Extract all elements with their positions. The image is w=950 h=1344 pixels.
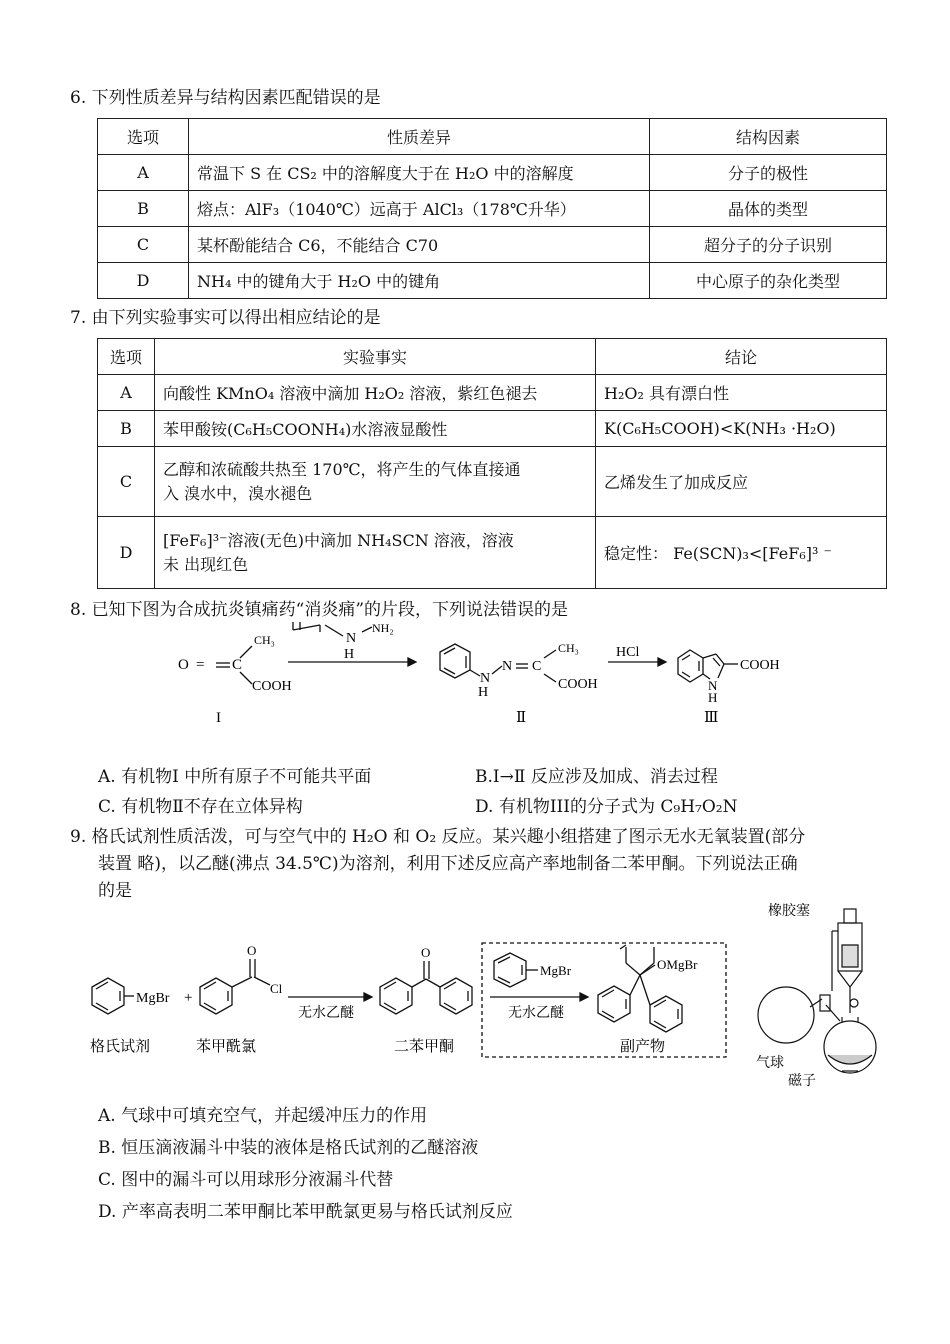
q8-label-compound-iii: Ⅲ (704, 710, 719, 726)
q7-row-c-conclusion: 乙烯发生了加成反应 (596, 447, 887, 517)
q7-row-b-option: B (98, 411, 155, 447)
q9-label-benzophenone: 二苯甲酮 (394, 1039, 455, 1055)
table-row (98, 375, 887, 411)
table-row (98, 447, 887, 517)
q6-row-d-option: D (98, 263, 189, 299)
q9-option-b: B. 恒压滴液漏斗中装的液体是格氏试剂的乙醚溶液 (98, 1138, 479, 1158)
q9-label-grignard: 格氏试剂 (90, 1039, 151, 1055)
q6-header-option: 选项 (98, 119, 189, 155)
q9-apparatus-stirrer-label: 磁子 (788, 1074, 816, 1089)
q6-header-factor: 结构因素 (650, 119, 887, 155)
q8-option-c: C. 有机物Ⅱ不存在立体异构 (98, 797, 303, 817)
q8-compound-ii-methyl: CH₃ (558, 641, 579, 655)
q7-row-a-option: A (98, 375, 155, 411)
q8-compound-ii-n2: N (502, 659, 513, 674)
q8-compound-ii-carboxyl: COOH (558, 677, 598, 692)
table-row (98, 191, 887, 227)
q8-label-compound-i: I (216, 710, 221, 726)
q7-row-c-fact-line2: 入 溴水中，溴水褪色 (163, 483, 313, 503)
table-row (98, 517, 887, 589)
q8-compound-i-carboxyl: COOH (252, 679, 292, 694)
q9-box-mgbr: MgBr (540, 963, 572, 978)
q8-compound-iii-carboxyl: COOH (740, 658, 780, 673)
q7-row-a-fact: 向酸性 KMnO₄ 溶液中滴加 H₂O₂ 溶液，紫红色褪去 (155, 375, 596, 411)
table-row (98, 263, 887, 299)
q7-table (97, 338, 887, 589)
q9-stem-line2: 装置 略)，以乙醚(沸点 34.5℃)为溶剂，利用下述反应高产率地制备二苯甲酮。下列说法正确 (98, 854, 798, 874)
q6-row-a-option: A (98, 155, 189, 191)
q8-compound-i-carbon: C (232, 657, 243, 673)
q8-label-compound-ii: Ⅱ (516, 710, 527, 726)
q6-row-c-factor: 超分子的分子识别 (650, 227, 887, 263)
q6-row-a-factor: 分子的极性 (650, 155, 887, 191)
q7-row-c-option: C (98, 447, 155, 517)
q9-grignard-mgbr: MgBr (136, 991, 170, 1006)
q6-row-c-option: C (98, 227, 189, 263)
q8-compound-iii-n: N (708, 678, 718, 693)
q8-compound-ii-h: H (478, 685, 489, 700)
q6-row-b-option: B (98, 191, 189, 227)
q6-table (97, 118, 887, 299)
q6-row-d-property: NH₄ 中的键角大于 H₂O 中的键角 (189, 263, 650, 299)
q9-apparatus-stopper-label: 橡胶塞 (768, 904, 810, 919)
table-row (98, 411, 887, 447)
q8-stem: 8. 已知下图为合成抗炎镇痛药“消炎痛”的片段，下列说法错误的是 (70, 600, 569, 620)
q9-condition-2: 无水乙醚 (508, 1006, 564, 1021)
q8-compound-ii-carbon: C (532, 659, 542, 674)
q9-benzoyl-oxygen: O (247, 943, 257, 958)
q8-reagent-hcl: HCl (616, 645, 640, 660)
q6-row-d-factor: 中心原子的杂化类型 (650, 263, 887, 299)
q8-option-d: D. 有机物III的分子式为 C₉H₇O₂N (475, 797, 738, 817)
q9-stem-line1: 9. 格氏试剂性质活泼，可与空气中的 H₂O 和 O₂ 反应。某兴趣小组搭建了图示无水无氧装置(部分 (70, 827, 806, 847)
q9-label-benzoyl: 苯甲酰氯 (196, 1039, 257, 1055)
q8-hydrazine-nh2: NH₂ (372, 622, 394, 635)
q7-header-fact: 实验事实 (155, 339, 596, 375)
q7-row-d-fact-line1: [FeF₆]³⁻溶液(无色)中滴加 NH₄SCN 溶液，溶液 (163, 530, 514, 550)
q7-row-b-conclusion: K(C₆H₅COOH)<K(NH₃ ·H₂O) (596, 411, 887, 447)
q7-row-d-option: D (98, 517, 155, 589)
q9-option-a: A. 气球中可填充空气，并起缓冲压力的作用 (98, 1106, 428, 1126)
q8-compound-iii-h: H (708, 690, 718, 705)
q9-option-c: C. 图中的漏斗可以用球形分液漏斗代替 (98, 1170, 394, 1190)
q6-stem: 6. 下列性质差异与结构因素匹配错误的是 (70, 88, 381, 108)
q8-hydrazine-nh: N (346, 631, 357, 646)
table-row (98, 227, 887, 263)
table-row (98, 155, 887, 191)
q6-header-property: 性质差异 (189, 119, 650, 155)
q8-option-b: B.Ⅰ→Ⅱ 反应涉及加成、消去过程 (475, 767, 718, 787)
q8-compound-i-methyl: CH₃ (254, 633, 275, 647)
q8-compound-i-oxygen: O (178, 657, 189, 673)
q7-row-d-conclusion: 稳定性： Fe(SCN)₃<[FeF₆]³ ⁻ (596, 517, 887, 589)
q8-hydrazine-h: H (344, 647, 355, 662)
q9-label-byproduct: 副产物 (620, 1039, 666, 1055)
q7-row-a-conclusion: H₂O₂ 具有漂白性 (596, 375, 887, 411)
q9-benzophenone-oxygen: O (421, 945, 431, 960)
q6-row-b-factor: 晶体的类型 (650, 191, 887, 227)
q9-apparatus-balloon-label: 气球 (756, 1056, 784, 1071)
q7-stem: 7. 由下列实验事实可以得出相应结论的是 (70, 308, 381, 328)
q9-byproduct-omgbr: OMgBr (657, 957, 698, 972)
q8-option-a: A. 有机物Ⅰ 中所有原子不可能共平面 (98, 767, 372, 787)
q7-row-c-fact-line1: 乙醇和浓硫酸共热至 170℃，将产生的气体直接通 (163, 459, 521, 479)
q9-apparatus-diagram (738, 895, 898, 1090)
q9-option-d: D. 产率高表明二苯甲酮比苯甲酰氯更易与格氏试剂反应 (98, 1202, 513, 1222)
q9-reaction-scheme (80, 935, 730, 1065)
q8-compound-ii-n1: N (480, 671, 491, 686)
q9-stem-line3: 的是 (98, 881, 132, 901)
q8-reaction-scheme (160, 622, 800, 737)
q6-row-b-property: 熔点：AlF₃（1040℃）远高于 AlCl₃（178℃升华） (189, 191, 650, 227)
q9-benzoyl-chlorine: Cl (270, 981, 283, 996)
q7-row-b-fact: 苯甲酸铵(C₆H₅COONH₄)水溶液显酸性 (155, 411, 596, 447)
q9-plus-sign: + (184, 990, 193, 1006)
q9-condition-1: 无水乙醚 (298, 1006, 354, 1021)
q7-header-option: 选项 (98, 339, 155, 375)
svg-text:=: = (196, 657, 205, 673)
q7-header-conclusion: 结论 (596, 339, 887, 375)
q6-row-c-property: 某杯酚能结合 C6，不能结合 C70 (189, 227, 650, 263)
q6-row-a-property: 常温下 S 在 CS₂ 中的溶解度大于在 H₂O 中的溶解度 (189, 155, 650, 191)
q7-row-d-fact-line2: 未 出现红色 (163, 554, 249, 574)
